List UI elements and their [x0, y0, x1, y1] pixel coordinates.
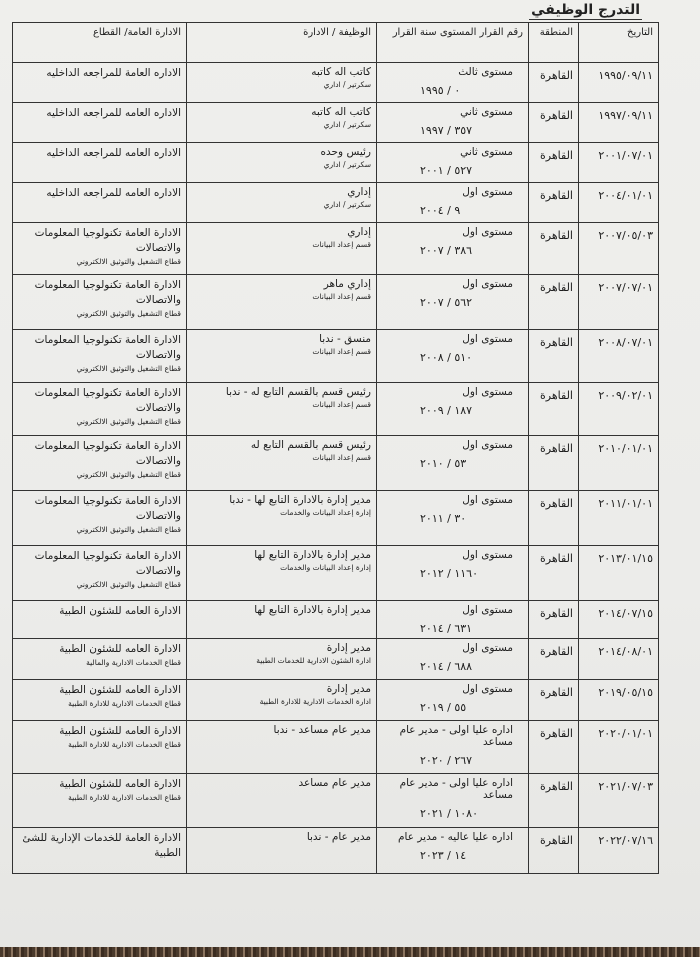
cell-admin — [13, 143, 187, 183]
cell-level — [377, 223, 529, 275]
cell-level — [377, 275, 529, 330]
cell-level — [377, 828, 529, 874]
table-row — [13, 491, 659, 546]
cell-date: ٢٠١٤/٠٨/٠١ — [579, 639, 659, 680]
job-title: مدير عام - ندبا — [306, 831, 371, 843]
cell-admin — [13, 721, 187, 774]
decision-number: ٥٦٢ / ٢٠٠٧ — [420, 296, 473, 309]
cell-level — [377, 103, 529, 143]
admin-name: الاداره العامه للمراجعه الداخليه — [46, 187, 181, 199]
cell-level — [377, 639, 529, 680]
cell-job — [187, 491, 377, 546]
job-title: مدير إدارة بالادارة التابع لها — [254, 549, 371, 561]
cell-date: ٢٠٠٨/٠٧/٠١ — [579, 330, 659, 383]
cell-date: ٢٠٢١/٠٧/٠٣ — [579, 774, 659, 828]
admin-name: الادارة العامه للشئون الطبية — [59, 725, 181, 737]
cell-admin — [13, 330, 187, 383]
job-title: مدير إدارة — [326, 642, 371, 654]
cell-admin — [13, 63, 187, 103]
cell-date: ٢٠١٤/٠٧/١٥ — [579, 601, 659, 639]
cell-region: القاهرة — [529, 491, 579, 546]
job-title: رئيس قسم بالقسم التابع له — [250, 439, 371, 451]
cell-region: القاهرة — [529, 680, 579, 721]
decision-number: ٥٢٧ / ٢٠٠١ — [420, 164, 473, 177]
cell-region: القاهرة — [529, 828, 579, 874]
level-text: مستوى ثاني — [460, 146, 513, 158]
cell-job — [187, 436, 377, 491]
cell-date: ٢٠٢٠/٠١/٠١ — [579, 721, 659, 774]
level-text: مستوى ثاني — [460, 106, 513, 118]
cell-date: ٢٠١٩/٠٥/١٥ — [579, 680, 659, 721]
cell-date: ٢٠٠٩/٠٢/٠١ — [579, 383, 659, 436]
admin-name: الادارة العامة تكنولوجيا المعلومات والاتصالات — [34, 279, 181, 306]
cell-admin — [13, 491, 187, 546]
cell-job — [187, 330, 377, 383]
cell-region: القاهرة — [529, 546, 579, 601]
admin-sector: قطاع الخدمات الادارية للادارة الطبية — [68, 793, 181, 802]
header-admin: الادارة العامة/ القطاع — [13, 23, 187, 63]
table-row — [13, 275, 659, 330]
cell-level — [377, 774, 529, 828]
level-text: مستوى اول — [462, 386, 513, 398]
table-row — [13, 103, 659, 143]
job-title: منسق - ندبا — [319, 333, 371, 345]
table-row — [13, 828, 659, 874]
table-row — [13, 601, 659, 639]
cell-region: القاهرة — [529, 223, 579, 275]
cell-admin — [13, 103, 187, 143]
job-title: رئيس قسم بالقسم التابع له - ندبا — [225, 386, 371, 398]
job-department: قسم إعداد البيانات — [312, 240, 371, 249]
cell-date: ١٩٩٥/٠٩/١١ — [579, 63, 659, 103]
table-row — [13, 330, 659, 383]
cell-admin — [13, 223, 187, 275]
decision-number: ١٤ / ٢٠٢٣ — [420, 849, 467, 862]
cell-level — [377, 330, 529, 383]
cell-job — [187, 103, 377, 143]
admin-sector: قطاع التشغيل والتوثيق الالكتروني — [76, 417, 181, 426]
level-text: مستوى اول — [462, 604, 513, 616]
decision-number: ٣٠ / ٢٠١١ — [420, 512, 467, 525]
cell-region: القاهرة — [529, 601, 579, 639]
admin-sector: قطاع التشغيل والتوثيق الالكتروني — [76, 470, 181, 479]
cell-admin — [13, 680, 187, 721]
cell-date: ١٩٩٧/٠٩/١١ — [579, 103, 659, 143]
admin-name: الادارة العامه للشئون الطبية — [59, 684, 181, 696]
decision-number: ٥١٠ / ٢٠٠٨ — [420, 351, 473, 364]
table-row — [13, 63, 659, 103]
job-department: إدارة إعداد البيانات والخدمات — [280, 508, 371, 517]
admin-name: الاداره العامه للمراجعه الداخليه — [46, 147, 181, 159]
decision-number: ٦٣١ / ٢٠١٤ — [420, 622, 473, 635]
level-text: مستوى اول — [462, 333, 513, 345]
job-title: مدير إدارة — [326, 683, 371, 695]
cell-level — [377, 680, 529, 721]
cell-job — [187, 63, 377, 103]
cell-level — [377, 383, 529, 436]
level-text: اداره عليا اولى - مدير عام مساعد — [399, 777, 513, 801]
header-region: المنطقة — [529, 23, 579, 63]
level-text: مستوى اول — [462, 494, 513, 506]
cell-level — [377, 143, 529, 183]
decision-number: ٠ / ١٩٩٥ — [420, 84, 461, 97]
decision-number: ٥٥ / ٢٠١٩ — [420, 701, 467, 714]
table-row — [13, 639, 659, 680]
header-level: رقم القرار المستوى سنة القرار — [377, 23, 529, 63]
job-title: إداري — [347, 186, 371, 198]
level-text: مستوى اول — [462, 439, 513, 451]
decision-number: ١٨٧ / ٢٠٠٩ — [420, 404, 473, 417]
table-row — [13, 223, 659, 275]
cell-date: ٢٠١٣/٠١/١٥ — [579, 546, 659, 601]
decision-number: ٣٥٧ / ١٩٩٧ — [420, 124, 473, 137]
admin-sector: قطاع التشغيل والتوثيق الالكتروني — [76, 364, 181, 373]
level-text: مستوى اول — [462, 683, 513, 695]
cell-date: ٢٠٠٧/٠٧/٠١ — [579, 275, 659, 330]
cell-job — [187, 828, 377, 874]
level-text: مستوى اول — [462, 226, 513, 238]
cell-job — [187, 183, 377, 223]
cell-region: القاهرة — [529, 383, 579, 436]
cell-level — [377, 601, 529, 639]
job-title: إداري — [347, 226, 371, 238]
cell-job — [187, 546, 377, 601]
decision-number: ١١٦٠ / ٢٠١٢ — [420, 567, 478, 580]
cell-job — [187, 143, 377, 183]
admin-name: الادارة العامة للخدمات الإدارية للشئ الطبية — [22, 832, 181, 859]
cell-admin — [13, 639, 187, 680]
decision-number: ٢٦٧ / ٢٠٢٠ — [420, 754, 473, 767]
cell-region: القاهرة — [529, 774, 579, 828]
cell-job — [187, 601, 377, 639]
cell-level — [377, 63, 529, 103]
admin-name: الادارة العامة تكنولوجيا المعلومات والاتصالات — [34, 387, 181, 414]
decision-number: ١٠٨٠ / ٢٠٢١ — [420, 807, 478, 820]
cell-region: القاهرة — [529, 63, 579, 103]
admin-sector: قطاع الخدمات الادارية والمالية — [86, 658, 181, 667]
job-department: سكرتير / اداري — [323, 80, 371, 89]
level-text: اداره عليا عاليه - مدير عام — [398, 831, 513, 843]
cell-date: ٢٠١١/٠١/٠١ — [579, 491, 659, 546]
career-progression-table — [12, 22, 659, 874]
job-department: قسم إعداد البيانات — [312, 453, 371, 462]
cell-admin — [13, 828, 187, 874]
cell-region: القاهرة — [529, 639, 579, 680]
job-department: ادارة الشئون الادارية للخدمات الطبية — [256, 656, 371, 665]
job-title: إداري ماهر — [323, 278, 371, 290]
job-title: مدير إدارة بالادارة التابع لها — [254, 604, 371, 616]
admin-sector: قطاع التشغيل والتوثيق الالكتروني — [76, 580, 181, 589]
job-title: مدير إدارة بالادارة التابع لها - ندبا — [229, 494, 371, 506]
table-row — [13, 383, 659, 436]
cell-region: القاهرة — [529, 721, 579, 774]
job-department: سكرتير / اداري — [323, 160, 371, 169]
table-row — [13, 436, 659, 491]
admin-name: الاداره العامة للمراجعه الداخليه — [46, 67, 181, 79]
cell-level — [377, 183, 529, 223]
level-text: مستوى اول — [462, 642, 513, 654]
table-row — [13, 183, 659, 223]
decision-number: ٩ / ٢٠٠٤ — [420, 204, 461, 217]
table-header-row — [13, 23, 659, 63]
admin-name: الاداره العامه للمراجعه الداخليه — [46, 107, 181, 119]
admin-sector: قطاع التشغيل والتوثيق الالكتروني — [76, 309, 181, 318]
cell-region: القاهرة — [529, 275, 579, 330]
job-department: سكرتير / اداري — [323, 120, 371, 129]
cell-region: القاهرة — [529, 183, 579, 223]
scan-edge-strip — [0, 947, 700, 957]
header-date: التاريخ — [579, 23, 659, 63]
table-row — [13, 721, 659, 774]
admin-name: الادارة العامة تكنولوجيا المعلومات والاتصالات — [34, 440, 181, 467]
cell-job — [187, 383, 377, 436]
admin-name: الادارة العامه للشئون الطبية — [59, 643, 181, 655]
admin-name: الادارة العامه للشئون الطبية — [59, 605, 181, 617]
cell-admin — [13, 436, 187, 491]
decision-number: ٣٨٦ / ٢٠٠٧ — [420, 244, 473, 257]
job-title: مدير عام مساعد - ندبا — [273, 724, 371, 736]
cell-region: القاهرة — [529, 330, 579, 383]
page-title: التدرج الوظيفي — [531, 2, 640, 18]
decision-number: ٥٣ / ٢٠١٠ — [420, 457, 467, 470]
admin-name: الادارة العامة تكنولوجيا المعلومات والاتصالات — [34, 495, 181, 522]
admin-sector: قطاع التشغيل والتوثيق الالكتروني — [76, 257, 181, 266]
job-department: سكرتير / اداري — [323, 200, 371, 209]
job-title: مدير عام مساعد — [298, 777, 371, 789]
cell-date: ٢٠١٠/٠١/٠١ — [579, 436, 659, 491]
job-title: كاتب اله كاتبه — [311, 106, 371, 118]
cell-level — [377, 721, 529, 774]
cell-admin — [13, 774, 187, 828]
job-department: قسم إعداد البيانات — [312, 347, 371, 356]
cell-date: ٢٠٢٢/٠٧/١٦ — [579, 828, 659, 874]
admin-name: الادارة العامه للشئون الطبية — [59, 778, 181, 790]
cell-level — [377, 491, 529, 546]
cell-admin — [13, 383, 187, 436]
cell-date: ٢٠٠٧/٠٥/٠٣ — [579, 223, 659, 275]
admin-name: الادارة العامة تكنولوجيا المعلومات والاتصالات — [34, 227, 181, 254]
table-row — [13, 774, 659, 828]
cell-date: ٢٠٠١/٠٧/٠١ — [579, 143, 659, 183]
table-row — [13, 680, 659, 721]
level-text: مستوى اول — [462, 549, 513, 561]
admin-sector: قطاع الخدمات الادارية للادارة الطبية — [68, 740, 181, 749]
cell-region: القاهرة — [529, 436, 579, 491]
cell-level — [377, 436, 529, 491]
cell-admin — [13, 601, 187, 639]
cell-date: ٢٠٠٤/٠١/٠١ — [579, 183, 659, 223]
job-department: قسم إعداد البيانات — [312, 292, 371, 301]
cell-job — [187, 680, 377, 721]
cell-admin — [13, 275, 187, 330]
level-text: اداره عليا اولى - مدير عام مساعد — [399, 724, 513, 748]
header-job: الوظيفة / الادارة — [187, 23, 377, 63]
admin-sector: قطاع التشغيل والتوثيق الالكتروني — [76, 525, 181, 534]
job-title: رئيس وحده — [320, 146, 371, 158]
cell-region: القاهرة — [529, 143, 579, 183]
cell-job — [187, 275, 377, 330]
level-text: مستوى اول — [462, 278, 513, 290]
cell-admin — [13, 546, 187, 601]
level-text: مستوى ثالث — [458, 66, 513, 78]
job-department: ادارة الخدمات الادارية للادارة الطبية — [259, 697, 371, 706]
admin-sector: قطاع الخدمات الادارية للادارة الطبية — [68, 699, 181, 708]
job-department: إدارة إعداد البيانات والخدمات — [280, 563, 371, 572]
cell-admin — [13, 183, 187, 223]
cell-job — [187, 223, 377, 275]
cell-job — [187, 774, 377, 828]
cell-job — [187, 721, 377, 774]
level-text: مستوى اول — [462, 186, 513, 198]
job-department: قسم إعداد البيانات — [312, 400, 371, 409]
table-row — [13, 143, 659, 183]
admin-name: الادارة العامة تكنولوجيا المعلومات والاتصالات — [34, 550, 181, 577]
decision-number: ٦٨٨ / ٢٠١٤ — [420, 660, 473, 673]
job-title: كاتب اله كاتبه — [311, 66, 371, 78]
cell-region: القاهرة — [529, 103, 579, 143]
table-row — [13, 546, 659, 601]
cell-job — [187, 639, 377, 680]
cell-level — [377, 546, 529, 601]
admin-name: الادارة العامة تكنولوجيا المعلومات والاتصالات — [34, 334, 181, 361]
